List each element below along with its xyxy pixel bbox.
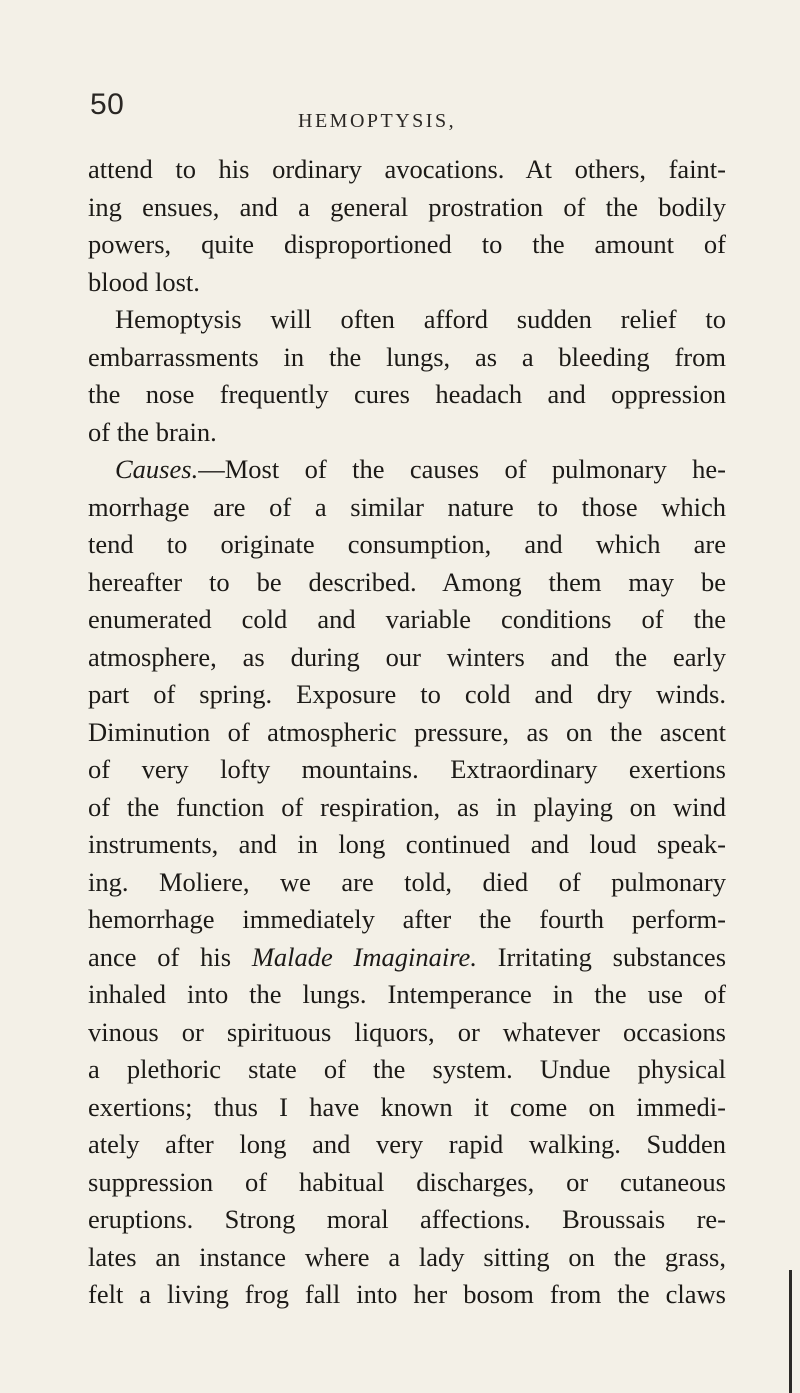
- work-title: Malade Imaginaire.: [251, 941, 477, 972]
- text-line: ing ensues, and a general prostration of the bodily: [88, 191, 726, 222]
- text-line: of very lofty mountains. Extraordinary exertions: [88, 754, 726, 784]
- text-line: tend to originate consumption, and which are: [88, 529, 726, 559]
- text-line: suppression of habitual discharges, or cutaneous: [88, 1166, 726, 1197]
- text-line: enumerated cold and variable conditions of the: [88, 604, 726, 634]
- text-line: hemorrhage immediately after the fourth perform-: [88, 904, 726, 934]
- text-line: embarrassments in the lungs, as a bleeding from: [88, 341, 726, 372]
- text-line: part of spring. Exposure to cold and dry winds.: [88, 679, 726, 709]
- text-line: of the function of respiration, as in playing on wind: [88, 791, 726, 822]
- text-line: instruments, and in long continued and loud speak-: [88, 829, 726, 859]
- text-line: inhaled into the lungs. Intemperance in the use of: [88, 979, 726, 1009]
- text-line: ately after long and very rapid walking. Sudden: [88, 1129, 726, 1159]
- body-text: [88, 151, 726, 1314]
- text-line: Hemoptysis will often afford sudden relief to: [115, 304, 726, 334]
- text-line: ing. Moliere, we are told, died of pulmonary: [88, 866, 726, 897]
- text-line: atmosphere, as during our winters and the early: [88, 641, 726, 672]
- text-fragment: —Most of the causes of pulmonary he-: [198, 454, 726, 484]
- text-line-causes: [88, 451, 726, 489]
- text-line: powers, quite disproportioned to the amount of: [88, 229, 726, 259]
- text-line: eruptions. Strong moral affections. Broussais re-: [88, 1204, 726, 1234]
- text-fragment: Irritating substances: [497, 941, 727, 972]
- text-line: hereafter to be described. Among them may be: [88, 566, 726, 597]
- causes-heading: Causes.: [115, 454, 199, 484]
- text-line: lates an instance where a lady sitting on the grass,: [88, 1241, 726, 1272]
- page-edge-mark: [789, 1270, 792, 1393]
- text-line: morrhage are of a similar nature to those which: [88, 491, 726, 522]
- text-line: exertions; thus I have known it come on immedi-: [88, 1091, 726, 1122]
- text-line: attend to his ordinary avocations. At others, faint-: [88, 154, 726, 184]
- text-line: blood lost.: [88, 266, 200, 297]
- running-head: HEMOPTYSIS,: [298, 110, 457, 132]
- text-line: felt a living frog fall into her bosom from the claws: [88, 1279, 726, 1309]
- text-line-title: [88, 939, 726, 977]
- text-line: a plethoric state of the system. Undue physical: [88, 1054, 726, 1084]
- text-line: the nose frequently cures headach and oppression: [88, 379, 726, 409]
- text-fragment: ance of his: [88, 941, 232, 972]
- text-line: Diminution of atmospheric pressure, as on the ascent: [88, 716, 726, 747]
- text-line: vinous or spirituous liquors, or whatever occasions: [88, 1016, 726, 1047]
- text-line: of the brain.: [88, 416, 217, 447]
- page-number: 50: [90, 88, 125, 121]
